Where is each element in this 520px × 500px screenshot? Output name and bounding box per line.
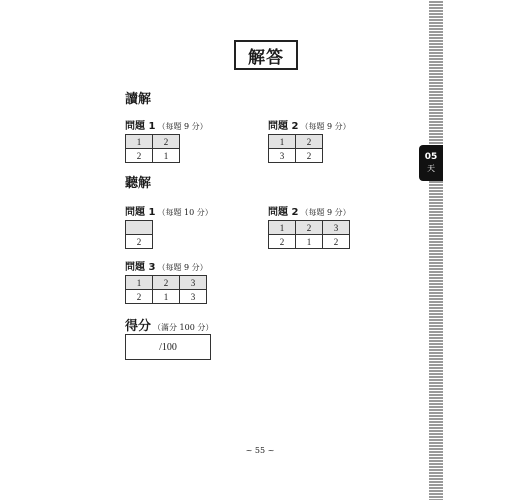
reading-q1-answer-1: 2 bbox=[126, 149, 153, 163]
listening-q3-answer-1: 2 bbox=[126, 290, 153, 304]
listening-q2-header-3: 3 bbox=[323, 221, 350, 235]
reading-q1-title: 問題 1 bbox=[125, 121, 156, 132]
score-label bbox=[125, 315, 213, 334]
listening-q1-answer-1: 2 bbox=[126, 235, 153, 249]
reading-q2-note: （每題 9 分） bbox=[300, 122, 351, 131]
listening-q1-title: 問題 1 bbox=[125, 207, 156, 218]
reading-q1-answer-2: 1 bbox=[153, 149, 180, 163]
listening-q3-table bbox=[125, 275, 207, 304]
score-title: 得分 bbox=[125, 319, 152, 334]
listening-q2-answer-3: 2 bbox=[323, 235, 350, 249]
day-tab-unit: 天 bbox=[427, 164, 435, 173]
page-title: 解答 bbox=[234, 40, 298, 70]
listening-q2-header-2: 2 bbox=[296, 221, 323, 235]
reading-q2-answer-2: 2 bbox=[296, 149, 323, 163]
listening-q3-title: 問題 3 bbox=[125, 262, 156, 273]
listening-q3-header-2: 2 bbox=[153, 276, 180, 290]
reading-q2-title: 問題 2 bbox=[268, 121, 299, 132]
reading-q2-answer-1: 3 bbox=[269, 149, 296, 163]
listening-q3-note: （每題 9 分） bbox=[157, 263, 208, 272]
reading-q1-table bbox=[125, 134, 180, 163]
reading-q2-header-2: 2 bbox=[296, 135, 323, 149]
score-value: /100 bbox=[159, 341, 177, 353]
listening-q3-header-3: 3 bbox=[180, 276, 207, 290]
listening-q3-answer-3: 3 bbox=[180, 290, 207, 304]
day-tab-number: 05 bbox=[424, 152, 438, 162]
reading-heading: 讀解 bbox=[125, 92, 152, 107]
listening-heading: 聽解 bbox=[125, 176, 152, 191]
listening-q1-note: （每題 10 分） bbox=[157, 208, 213, 217]
reading-q2-label bbox=[268, 117, 351, 132]
listening-q3-header-1: 1 bbox=[126, 276, 153, 290]
page-number: ~ 55 ~ bbox=[245, 446, 275, 455]
listening-q2-answer-1: 2 bbox=[269, 235, 296, 249]
reading-q2-header-1: 1 bbox=[269, 135, 296, 149]
listening-q2-note: （每題 9 分） bbox=[300, 208, 351, 217]
reading-q1-header-1: 1 bbox=[126, 135, 153, 149]
listening-q2-answer-2: 1 bbox=[296, 235, 323, 249]
listening-q2-label bbox=[268, 203, 351, 218]
listening-q3-answer-2: 1 bbox=[153, 290, 180, 304]
score-box bbox=[125, 334, 211, 360]
listening-q2-title: 問題 2 bbox=[268, 207, 299, 218]
reading-q1-header-2: 2 bbox=[153, 135, 180, 149]
reading-q1-label bbox=[125, 117, 208, 132]
listening-q3-label bbox=[125, 258, 208, 273]
side-strip bbox=[429, 0, 443, 500]
listening-q2-header-1: 1 bbox=[269, 221, 296, 235]
reading-q2-table bbox=[268, 134, 323, 163]
reading-q1-note: （每題 9 分） bbox=[157, 122, 208, 131]
score-note: （滿分 100 分） bbox=[153, 323, 214, 332]
listening-q1-header-1 bbox=[126, 221, 153, 235]
listening-q1-table bbox=[125, 220, 153, 249]
listening-q2-table bbox=[268, 220, 350, 249]
listening-q1-label bbox=[125, 203, 213, 218]
day-tab bbox=[419, 145, 443, 181]
